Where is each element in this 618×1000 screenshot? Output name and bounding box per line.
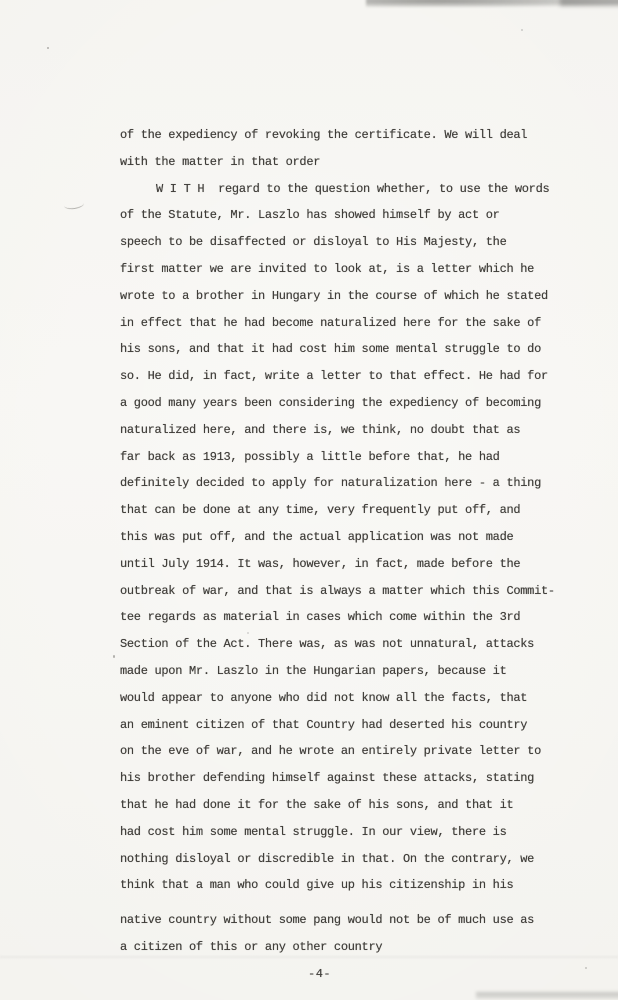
scan-speck [521,29,523,31]
text-line: wrote to a brother in Hungary in the course of which he stated [120,288,548,303]
text-line: with the matter in that order [120,154,321,169]
text-line: speech to be disaffected or disloyal to His Majesty, the [120,235,507,250]
text-line: definitely decided to apply for naturalization here - a thing [120,476,541,491]
text-line: think that a man who could give up his citizenship in his [120,878,514,893]
scan-pencil-mark [63,199,84,211]
text-line: an eminent citizen of that Country had deserted his country [120,717,528,732]
text-line: first matter we are invited to look at, is a letter which he [120,261,535,276]
text-line: of the expediency of revoking the certificate. We will deal [120,128,528,142]
scan-smudge-bottom [476,992,618,999]
text-line: until July 1914. It was, however, in fact, made before the [120,556,521,571]
text-line: his brother defending himself against these attacks, stating [120,771,535,786]
text-line: W I T H regard to the question whether, to use the words [156,181,550,196]
scan-speck [113,655,115,658]
scan-smudge-top-right [560,0,618,6]
page-number: -4- [308,967,332,981]
text-line: of the Statute, Mr. Laszlo has showed himself by act or [120,208,500,223]
text-line: in effect that he had become naturalized here for the sake of [120,315,541,330]
scan-speck [47,47,49,49]
text-line: a good many years been considering the expediency of becoming [120,395,541,410]
text-line: that he had done it for the sake of his sons, and that it [120,797,514,812]
text-line: native country without some pang would not be of much use as [120,913,535,928]
text-line: far back as 1913, possibly a little before that, he had [120,449,500,464]
text-line: tee regards as material in cases which come within the 3rd [120,610,521,625]
text-line: Section of the Act. There was, as was not unnatural, attacks [120,637,535,652]
text-line: his sons, and that it had cost him some mental struggle to do [120,342,541,357]
text-line: would appear to anyone who did not know all the facts, that [120,690,528,705]
scan-speck [585,967,587,969]
text-line: nothing disloyal or discredible in that. On the contrary, we [120,851,535,866]
text-line: that can be done at any time, very frequently put off, and [120,503,521,518]
text-line: outbreak of war, and that is always a matter which this Commit- [120,583,555,598]
text-line: this was put off, and the actual application was not made [120,529,514,544]
text-line: naturalized here, and there is, we think, no doubt that as [120,422,521,437]
text-line: so. He did, in fact, write a letter to that effect. He had for [120,369,548,384]
typewritten-text-block [120,122,572,961]
text-line: made upon Mr. Laszlo in the Hungarian papers, because it [120,663,507,678]
text-line: a citizen of this or any other country [120,939,383,954]
text-line: on the eve of war, and he wrote an entirely private letter to [120,744,541,759]
text-line: had cost him some mental struggle. In our view, there is [120,824,507,839]
